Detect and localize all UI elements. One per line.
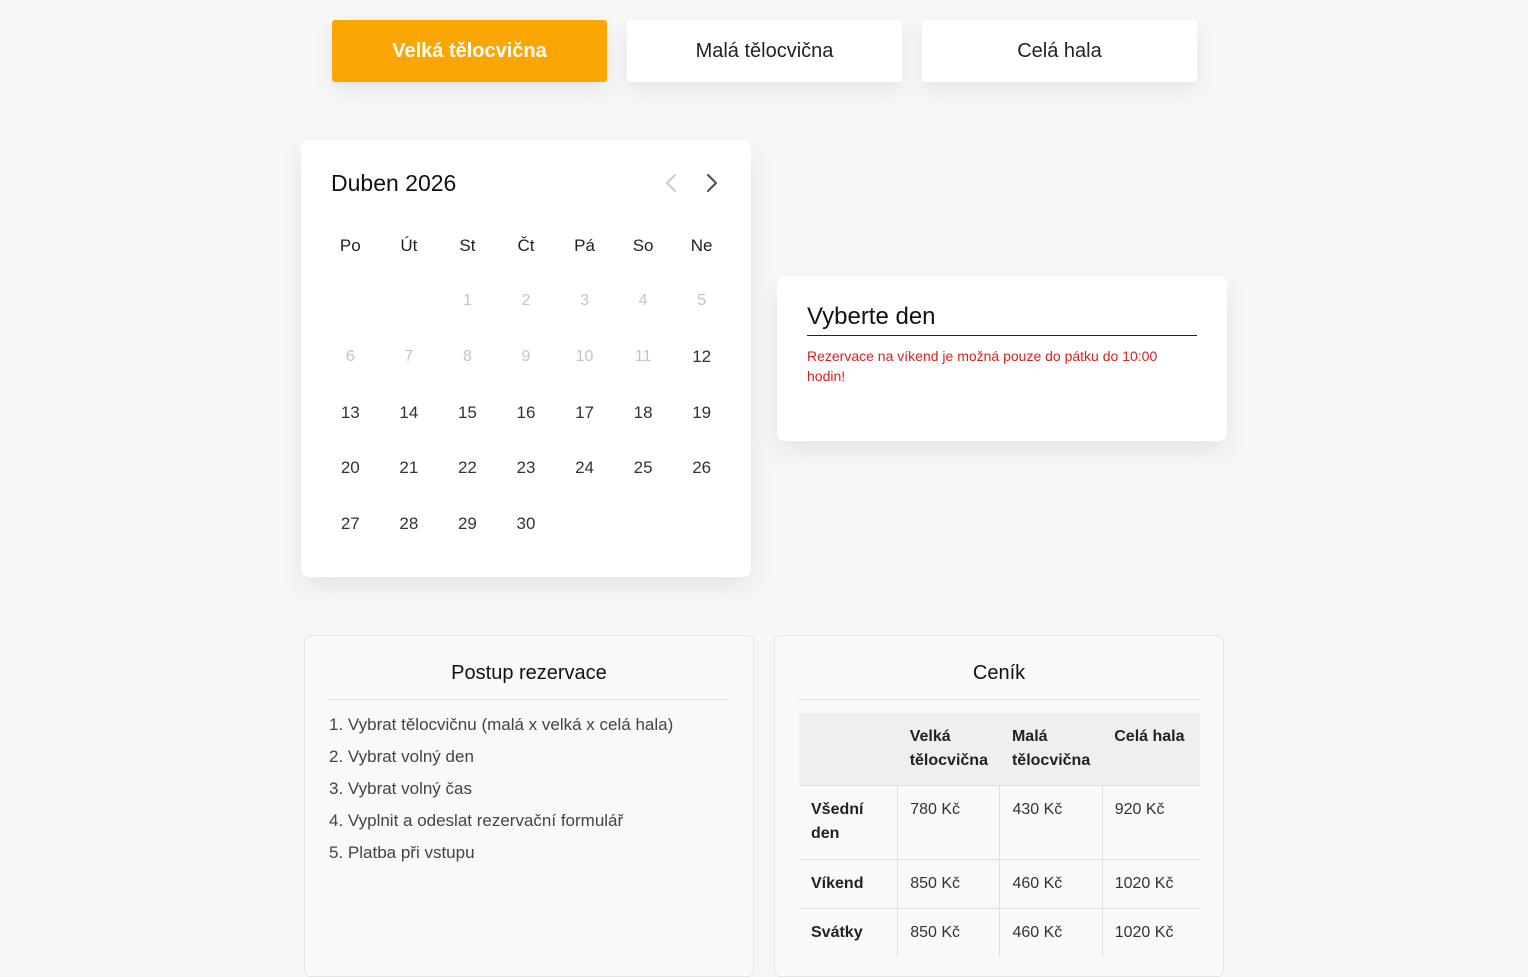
row-header: Svátky [799, 909, 898, 958]
calendar-month-label: Duben 2026 [331, 170, 457, 196]
weekday-label: Po [339, 235, 361, 255]
price-cell: 1020 Kč [1102, 860, 1200, 909]
price-cell: 920 Kč [1102, 786, 1200, 860]
calendar-day[interactable]: 21 [399, 458, 419, 478]
steps-list [329, 714, 673, 874]
price-list-title: Ceník [799, 662, 1199, 700]
chevron-right-icon[interactable] [701, 172, 723, 194]
calendar-day[interactable]: 18 [633, 402, 653, 422]
column-header: Celá hala [1102, 713, 1200, 786]
row-header: Všední den [799, 786, 898, 860]
calendar-day[interactable]: 17 [575, 402, 594, 422]
calendar-day-disabled: 9 [521, 347, 531, 365]
calendar-day-disabled: 3 [580, 292, 589, 310]
calendar-day-disabled: 10 [575, 347, 594, 365]
price-cell: 850 Kč [898, 909, 1000, 958]
calendar-day-disabled: 7 [404, 347, 414, 365]
tab-velka-telocvicna[interactable]: Velká tělocvična [332, 20, 607, 82]
calendar-day-disabled: 1 [462, 292, 472, 310]
weekday-label: Út [400, 235, 418, 255]
column-header: Malá tělocvična [1000, 713, 1102, 786]
chevron-left-icon[interactable] [661, 172, 683, 194]
calendar-grid [321, 218, 731, 552]
calendar-day-disabled: 4 [638, 292, 648, 310]
table-row [799, 909, 1200, 958]
calendar-day[interactable]: 27 [340, 513, 360, 533]
weekday-label: Čt [517, 235, 535, 255]
day-selection-title: Vyberte den [807, 303, 1197, 336]
column-header: Velká tělocvična [898, 713, 1000, 786]
list-item: 4. Vyplnit a odeslat rezervační formulář [329, 811, 624, 830]
price-cell: 1020 Kč [1102, 909, 1200, 958]
calendar-day[interactable]: 23 [516, 458, 536, 478]
weekday-label: St [459, 235, 476, 255]
price-cell: 460 Kč [1000, 909, 1102, 958]
calendar-day-disabled: 5 [697, 292, 707, 310]
price-cell: 780 Kč [898, 786, 1000, 860]
calendar-day-disabled: 6 [345, 347, 355, 365]
list-item: 5. Platba při vstupu [329, 843, 475, 862]
reservation-steps-panel [304, 635, 754, 977]
calendar-day-disabled: 8 [462, 347, 472, 365]
price-cell: 460 Kč [1000, 860, 1102, 909]
list-item: 2. Vybrat volný den [329, 747, 474, 766]
calendar-day[interactable]: 13 [340, 402, 360, 422]
calendar-day[interactable]: 16 [516, 402, 536, 422]
price-cell: 430 Kč [1000, 786, 1102, 860]
calendar-day[interactable]: 30 [516, 513, 536, 533]
calendar-day[interactable]: 29 [457, 513, 477, 533]
calendar-day[interactable]: 15 [457, 402, 477, 422]
price-list-panel [774, 635, 1224, 977]
price-table [799, 713, 1200, 957]
tab-cela-hala[interactable]: Celá hala [922, 20, 1197, 82]
calendar-day[interactable]: 26 [692, 458, 712, 478]
calendar-day-disabled: 2 [521, 292, 531, 310]
calendar-day[interactable]: 25 [633, 458, 653, 478]
calendar-day[interactable]: 20 [340, 458, 360, 478]
weekend-warning: Rezervace na víkend je možná pouze do pátku do 10:00 hodin! [807, 348, 1158, 384]
empty-cell [321, 274, 380, 330]
table-row [799, 860, 1200, 909]
calendar-day[interactable]: 12 [692, 346, 712, 366]
steps-title: Postup rezervace [329, 662, 729, 700]
calendar [301, 140, 751, 577]
table-row [799, 786, 1200, 860]
column-header [799, 713, 898, 786]
calendar-day-disabled: 11 [634, 347, 652, 365]
calendar-day[interactable]: 14 [399, 402, 419, 422]
empty-cell [380, 274, 439, 330]
price-cell: 850 Kč [898, 860, 1000, 909]
calendar-day[interactable]: 19 [692, 402, 712, 422]
row-header: Víkend [799, 860, 898, 909]
calendar-day[interactable]: 24 [575, 458, 594, 478]
list-item: 3. Vybrat volný čas [329, 779, 472, 798]
calendar-day[interactable]: 28 [399, 513, 419, 533]
weekday-label: Pá [574, 235, 595, 255]
calendar-day[interactable]: 22 [457, 458, 477, 478]
table-header-row [799, 713, 1200, 786]
weekday-label: So [632, 235, 654, 255]
tab-mala-telocvicna[interactable]: Malá tělocvična [627, 20, 902, 82]
list-item: 1. Vybrat tělocvičnu (malá x velká x celá hala) [329, 715, 674, 734]
day-selection-panel [777, 276, 1227, 441]
weekday-label: Ne [690, 235, 713, 255]
